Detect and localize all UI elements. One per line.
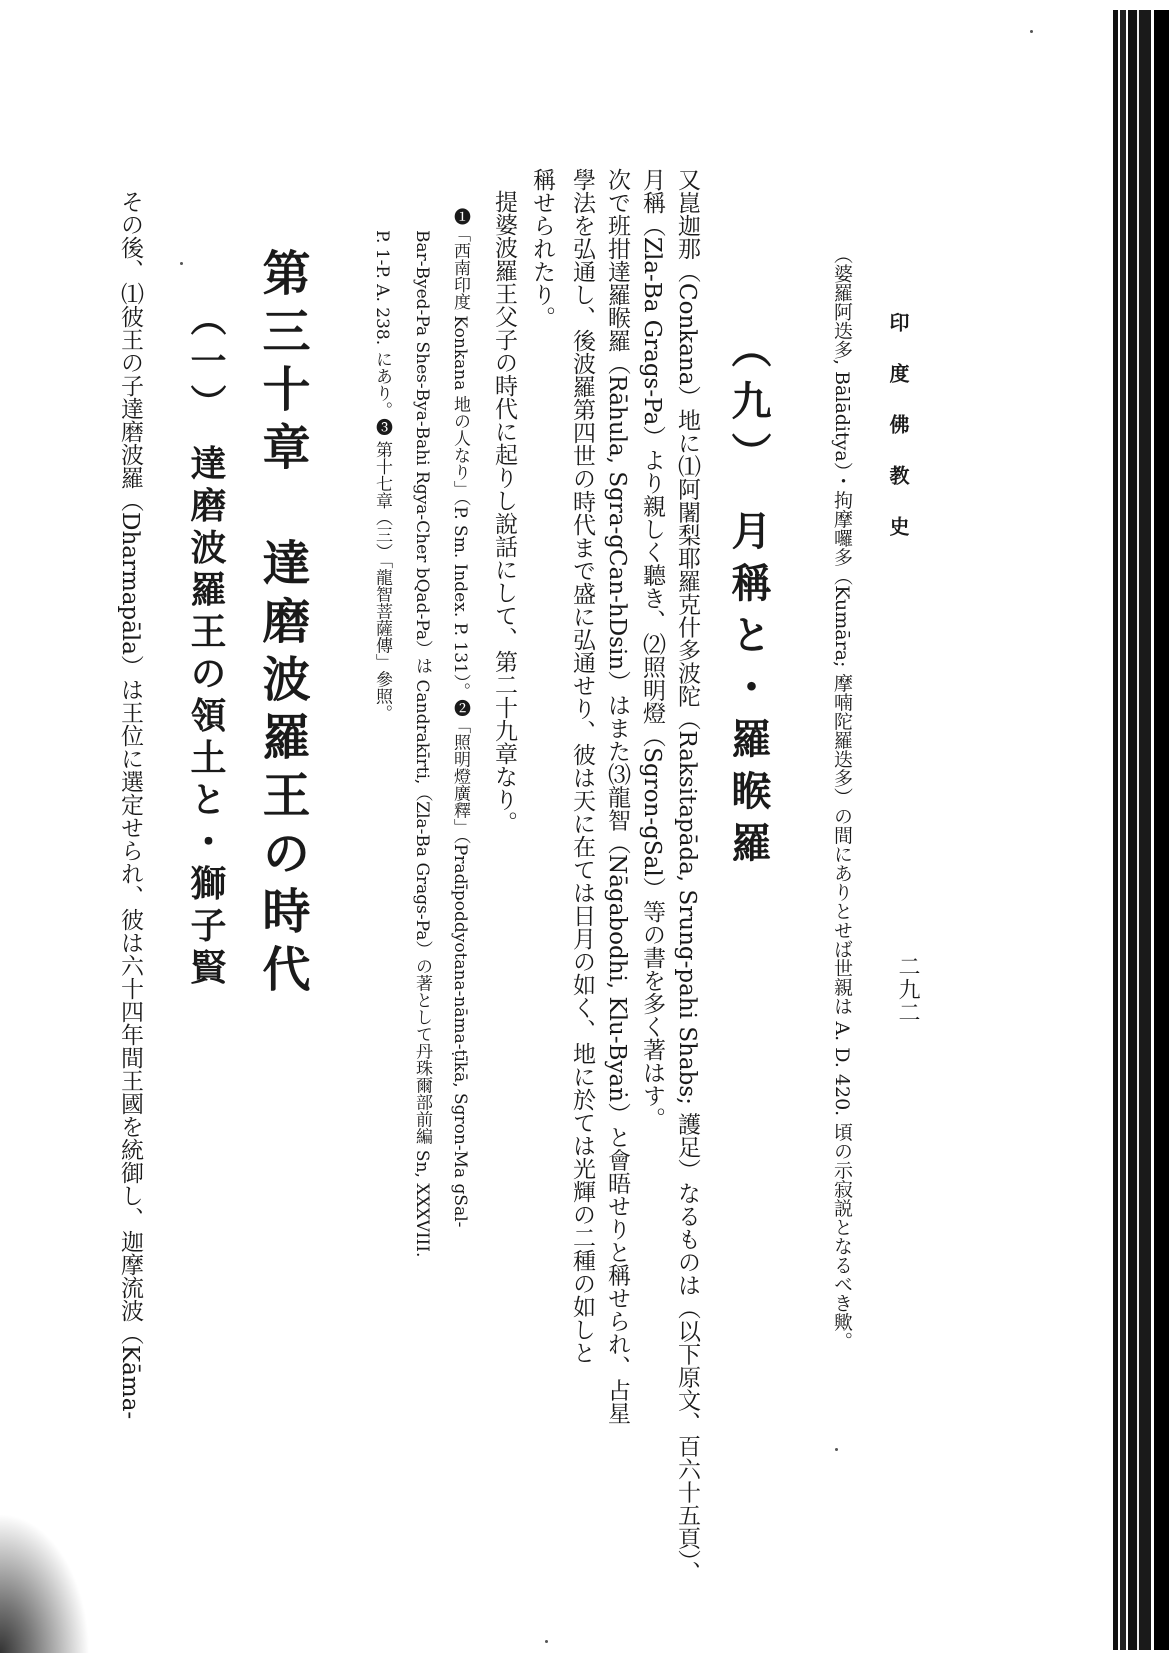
body-line: 稱せられたり。 bbox=[529, 168, 555, 329]
text-line: （婆羅阿迭多, Bālāditya）・拘摩囉多（Kumāra; 摩喃陀羅迭多）の間にありとせば世親は A. D. 420. 頃の示寂説となるべき歟。 bbox=[831, 245, 853, 1351]
body-line: 月稱（Zla-Ba Grags-Pa）より親しく聽き、⑵照明燈（Sgron-gSal）等の書を多く著はす。 bbox=[639, 168, 665, 1130]
chapter-title: 第三十章 達磨波羅王の時代 bbox=[254, 248, 310, 1002]
scan-speck bbox=[1030, 30, 1033, 33]
scan-speck bbox=[180, 262, 183, 265]
scan-speck bbox=[835, 1448, 838, 1451]
section-heading: （九） 月稱と・羅睺羅 bbox=[725, 328, 772, 874]
running-head: 印 度 佛 教 史 bbox=[886, 312, 910, 548]
body-line: 提婆波羅王父子の時代に起りし說話にして、第二十九章なり。 bbox=[491, 190, 517, 834]
scan-speck bbox=[545, 1640, 548, 1643]
body-line: その後、⑴彼王の子達磨波羅（Dharmapāla）は王位に選定せられ、彼は六十四年間王國を統御し、迦摩流波（Kāma- bbox=[117, 190, 143, 1420]
footnote-line: ❶「西南印度 Konkana 地の人なり」（P. Sm. Index. P. 131）。❷「照明燈廣釋」（Pradīpoddyotana-nāma-ṭīkā, Sgron-Ma gSal- bbox=[450, 208, 470, 1228]
page-number: 二九二 bbox=[895, 955, 920, 1024]
footnote-line: Bar-Byed-Pa Shes-Bya-Bahi Rgya-Cher bQad-Pa）は Candrakīrti,（Zla-Ba Grags-Pa）の著として丹珠爾部前編 Sn, XXXVIII. bbox=[412, 230, 432, 1258]
body-line: 又崑迦那（Conkana）地に⑴阿闍梨耶羅克什多波陀（Raksitapāda, Srung-pahi Shabs; 護足）なるものは（以下原文、百六十五頁）、 bbox=[674, 168, 700, 1584]
footnote-line: P. 1-P. A. 238. にあり。❸ 第十七章（三）「龍智菩薩傳」參照。 bbox=[372, 230, 392, 722]
scan-smudge bbox=[0, 1513, 90, 1653]
book-binding-edge bbox=[1113, 10, 1169, 1650]
body-line: 學法を弘通し、後波羅第四世の時代まで盛に弘通せり、彼は天に在ては日月の如く、地に於ては光輝の二種の如しと bbox=[569, 168, 595, 1364]
body-line: 次で班拑達羅睺羅（Rāhula, Sgra-gCan-hDsin）はまた⑶龍智（Nāgabodhi, Klu-Byaṅ）と會晤せりと稱せられ、占星 bbox=[604, 168, 630, 1425]
subsection-heading: （一） 達磨波羅王の領土と・獅子賢 bbox=[185, 300, 227, 991]
